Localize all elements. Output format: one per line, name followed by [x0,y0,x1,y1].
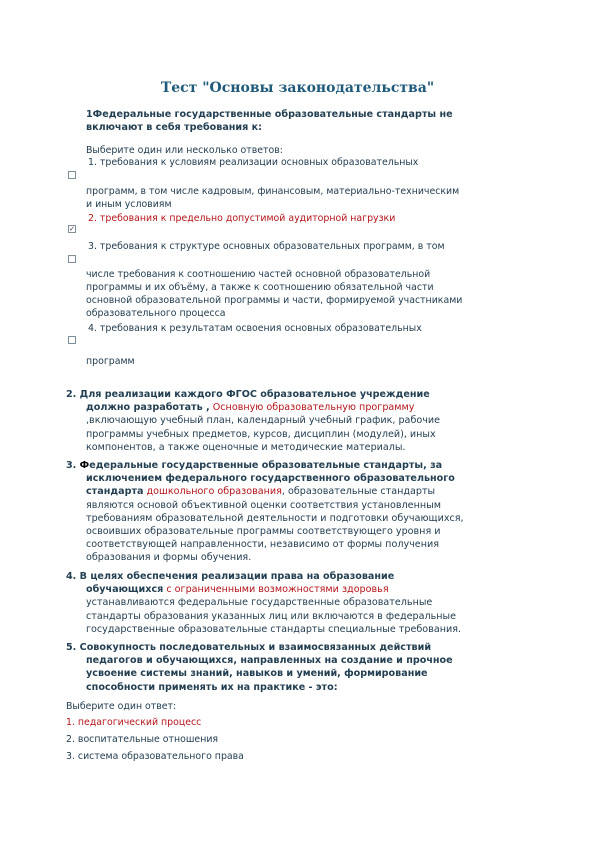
q1-option-1-line: программ, в том числе кадровым, финансовым, материально-техническим [86,186,460,197]
q4-number: 4. [66,571,77,582]
q5-line: педагогов и обучающихся, направленных на создание и прочное [86,655,453,667]
q2-line: компонентов, а также оценочные и методические материалы. [86,441,406,453]
q4-line: стандарты образования указанных лиц или включаются в федеральные [86,610,457,622]
q1-instruction: Выберите один или несколько ответов: [86,145,283,156]
q1-option-2-line: 2. требования к предельно допустимой аудиторной нагрузки [88,213,396,224]
q5-answer-1[interactable]: 1. педагогический процесс [66,717,202,728]
q5-instruction: Выберите один ответ: [66,701,177,712]
question-5 [66,641,546,694]
q1-option-4-checkbox[interactable] [68,336,76,344]
q3-line: , образовательные стандарты [281,486,436,498]
question-3 [66,459,546,565]
question-4 [66,570,546,636]
q2-answer: Основную образовательную программу [212,402,415,414]
question-2 [66,388,546,454]
q5-line: усвоение системы знаний, навыков и умений, формирование [86,668,428,680]
q2-line: должно разработать , [86,402,210,414]
q5-number: 5. [66,642,77,653]
document-title: Тест "Основы законодательства" [160,80,435,96]
q4-line: В целях обеспечения реализации права на образование [79,571,395,582]
q4-answer: с ограниченными возможностями здоровья [166,584,389,596]
q1-option-3-checkbox[interactable] [68,255,76,263]
q4-line: обучающихся [86,584,164,596]
q3-line: исключением федерального государственного образовательного [86,473,455,485]
q1-option-1-line: 1. требования к условиям реализации основных образовательных [88,157,419,168]
q1-option-4-line: программ [86,356,135,367]
q1-text [86,108,453,134]
q1-option-4-line: 4. требования к результатам освоения основных образовательных [88,323,422,334]
q1-option-3-line: основной образовательной программы и части, формируемой участниками [86,295,463,306]
q4-line: государственные образовательные стандарты специальные требования. [86,623,462,635]
q5-answer-2[interactable]: 2. воспитательные отношения [66,734,219,745]
q3-line: требованиям образовательной деятельности и подготовки обучающихся, [86,512,464,524]
q1-option-3-line: образовательного процесса [86,308,226,319]
q5-answer-3[interactable]: 3. система образовательного права [66,751,244,762]
q2-number: 2. [66,389,77,400]
q1-option-2-checkbox[interactable] [68,225,76,233]
q5-line: Совокупность последовательных и взаимосвязанных действий [79,642,432,653]
q3-answer: дошкольного образования [146,486,282,498]
q1-line: включают в себя требования к: [86,122,262,134]
q3-line: образования и формы обучения. [86,552,252,564]
checkmark-icon: ✓ [69,225,75,233]
q3-line: являются основой объективной оценки соответствия установленным [86,499,441,511]
q1-option-1-line: и иным условиям [86,199,172,210]
q3-line: едеральные государственные образовательные стандарты, за [89,460,443,471]
q3-line: освоивших образовательные программы соответствующего уровня и [86,526,441,538]
q2-line: Для реализации каждого ФГОС образовательное учреждение [79,389,430,400]
q3-line: соответствующей направленности, независимо от формы получения [86,539,439,551]
q1-option-1-checkbox[interactable] [68,171,76,179]
q1-line: 1Федеральные государственные образовательные стандарты не [86,109,453,120]
q5-line: способности применять их на практике - это: [86,681,338,693]
q1-option-3-line: числе требования к соотношению частей основной образовательной [86,269,431,280]
q4-line: устанавливаются федеральные государственные образовательные [86,597,433,609]
q3-first-letter: Ф [79,460,90,471]
q1-option-3-line: 3. требования к структуре основных образовательных программ, в том [88,241,445,252]
q2-line: ,включающую учебный план, календарный учебный график, рабочие [86,415,441,427]
q3-line: стандарта [86,486,144,498]
q2-line: программы учебных предметов, курсов, дисциплин (модулей), иных [86,428,436,440]
q3-number: 3. [66,460,77,471]
q1-option-3-line: программы и их объёму, а также к соотношению обязательной части [86,282,434,293]
